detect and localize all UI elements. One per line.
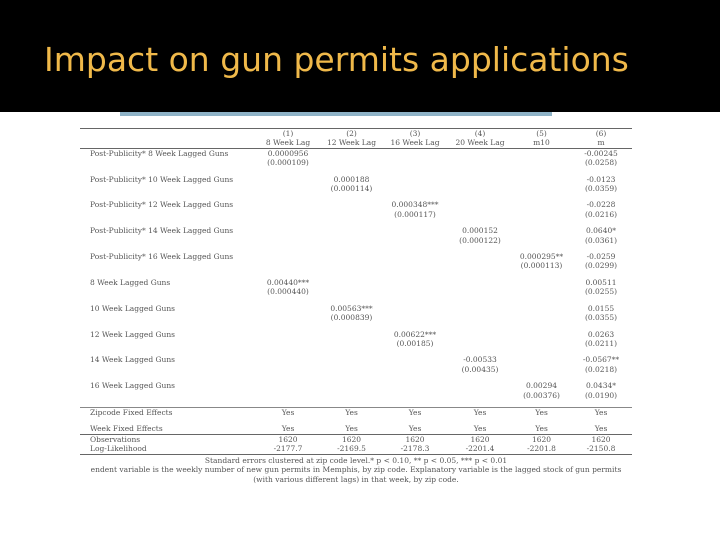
table-cell: 1620 [256,434,320,444]
table-row-se [80,339,632,348]
table-cell: Yes [256,407,320,417]
table-cell: 1620 [383,434,447,444]
notes-line: Standard errors clustered at zip code level.* p < 0.10, ** p < 0.05, *** p < 0.01 [204,456,508,465]
std-error-cell: (0.00435) [461,364,499,374]
coefficient-cell [320,226,383,235]
coefficient-cell [383,148,447,158]
std-error-cell: (0.000113) [520,261,563,271]
table-row-se [80,365,632,374]
coefficient-cell [383,252,447,261]
coefficient-cell [320,330,383,339]
coefficient-cell [256,381,320,390]
std-error-cell [513,287,570,296]
std-error-cell [383,158,447,167]
std-error-cell [447,210,513,219]
spacer-row [80,168,632,175]
coefficient-cell [383,304,447,313]
table-row [80,148,632,158]
std-error-cell: (0.00376) [523,390,560,400]
row-label: Post-Publicity* 14 Week Lagged Guns [90,226,234,236]
table-row [80,424,632,434]
std-error-cell: (0.0211) [584,338,618,348]
coefficient-cell [447,175,513,184]
row-label-empty [80,339,256,348]
spacer-row [80,323,632,330]
std-error-cell: (0.0299) [584,261,618,271]
std-error-cell [447,261,513,270]
coefficient-cell: 0.0640* [586,226,616,236]
table-row-se [80,210,632,219]
std-error-cell: (0.000114) [330,184,373,194]
coefficient-cell [447,381,513,390]
row-label: Observations [80,434,256,444]
table-row-se [80,313,632,322]
table-row [80,252,632,261]
coefficient-cell [447,304,513,313]
coefficient-cell [447,148,513,158]
row-label: Log-Likelihood [80,444,256,454]
row-label-empty [80,313,256,322]
coefficient-cell [513,200,570,209]
slide-title: Impact on gun permits applications [44,40,629,79]
header-corner [80,129,256,139]
coefficient-cell: 0.00511 [585,277,617,287]
coefficient-cell: 0.00622*** [393,329,437,339]
coefficient-cell: -0.0123 [586,174,616,184]
std-error-cell [320,339,383,348]
coefficient-cell: 0.0434* [586,381,616,391]
table-cell: -2178.3 [383,444,447,454]
row-label-empty [80,287,256,296]
table-cell: -2201.8 [513,444,570,454]
table-row [80,444,632,454]
table-cell: 1620 [447,434,513,444]
std-error-cell [320,287,383,296]
std-error-cell [383,391,447,400]
table-row [80,330,632,339]
std-error-cell [256,313,320,322]
table-cell: Yes [513,407,570,417]
column-number: (3) [383,129,447,139]
coefficient-cell [383,226,447,235]
row-label-empty [80,236,256,245]
coefficient-cell [447,252,513,261]
row-label: Post-Publicity* 10 Week Lagged Guns [90,174,234,184]
std-error-cell: (0.0216) [584,209,618,219]
coefficient-cell: 0.00440*** [266,277,310,287]
coefficient-cell: 0.00563*** [330,303,373,313]
std-error-cell: (0.000117) [394,209,436,219]
coefficient-cell [513,175,570,184]
coefficient-cell [447,330,513,339]
row-label: 10 Week Lagged Guns [90,303,176,313]
std-error-cell: (0.000122) [459,235,501,245]
title-bar [0,0,720,112]
std-error-cell [320,391,383,400]
row-label: 16 Week Lagged Guns [90,381,176,391]
coefficient-cell [256,175,320,184]
table-cell: Yes [320,407,383,417]
coefficient-cell [383,381,447,390]
table-cell: Yes [345,424,358,434]
row-label: Post-Publicity* 16 Week Lagged Guns [90,252,234,262]
table-cell: Yes [570,407,632,417]
column-number: (5) [513,129,570,139]
header-row-labels [80,138,632,148]
coefficient-cell: -0.0228 [586,200,616,210]
row-label: Post-Publicity* 12 Week Lagged Guns [90,200,234,210]
column-label: 12 Week Lag [320,138,383,148]
coefficient-cell [256,330,320,339]
table-row-se [80,391,632,400]
table-row [80,434,632,444]
std-error-cell [447,158,513,167]
coefficient-cell: 0.000188 [333,174,370,184]
coefficient-cell: 0.0263 [587,329,615,339]
std-error-cell [513,365,570,374]
std-error-cell: (0.00185) [396,338,434,348]
std-error-cell [256,210,320,219]
coefficient-cell [513,226,570,235]
table-cell: -2201.4 [447,444,513,454]
std-error-cell [513,210,570,219]
coefficient-cell [256,252,320,261]
coefficient-cell: -0.0259 [586,252,616,262]
std-error-cell [513,184,570,193]
std-error-cell [320,236,383,245]
std-error-cell: (0.0355) [584,313,618,323]
column-label: 20 Week Lag [447,138,513,148]
table-row-se [80,236,632,245]
std-error-cell: (0.000839) [330,313,373,323]
column-label: 8 Week Lag [256,138,320,148]
row-label-empty [80,158,256,167]
header-corner [80,138,256,148]
coefficient-cell [383,278,447,287]
table-cell: -2177.7 [256,444,320,454]
std-error-cell [513,339,570,348]
std-error-cell: (0.000440) [267,287,309,297]
column-label: m10 [513,138,570,148]
row-label-empty [80,261,256,270]
coefficient-cell [383,355,447,364]
coefficient-cell: -0.00245 [584,148,618,158]
table-row-se [80,261,632,270]
table-cell: 1620 [570,434,632,444]
column-number: (6) [570,129,632,139]
coefficient-cell [513,355,570,364]
coefficient-rows [80,148,632,400]
coefficient-cell: 0.0000956 [267,148,309,158]
column-number: (2) [320,129,383,139]
spacer-row [80,297,632,304]
spacer-row [80,348,632,355]
spacer-row [80,374,632,381]
std-error-cell [256,236,320,245]
regression-table [80,128,632,455]
std-error-cell [320,261,383,270]
std-error-cell [256,365,320,374]
coefficient-cell [256,355,320,364]
accent-divider [120,112,552,116]
coefficient-cell: 0.000152 [462,226,498,236]
row-label-empty [80,391,256,400]
coefficient-cell: 0.000295** [519,252,564,262]
column-number: (1) [256,129,320,139]
row-label: Post-Publicity* 8 Week Lagged Guns [90,148,229,158]
coefficient-cell [447,278,513,287]
std-error-cell [320,210,383,219]
spacer-row [80,219,632,226]
table-cell: Yes [383,407,447,417]
table-row-se [80,184,632,193]
row-label: 14 Week Lagged Guns [90,355,176,365]
coefficient-cell [320,148,383,158]
coefficient-cell [513,330,570,339]
std-error-cell [447,184,513,193]
table-cell: Yes [408,424,422,434]
row-label: 12 Week Lagged Guns [90,329,176,339]
coefficient-cell: -0.00533 [463,355,497,365]
std-error-cell [447,391,513,400]
table-notes [80,456,632,484]
std-error-cell [383,236,447,245]
coefficient-cell [513,278,570,287]
header-row-numbers [80,129,632,139]
coefficient-cell: -0.0567** [582,355,620,365]
table-row [80,278,632,287]
std-error-cell: (0.0255) [584,287,618,297]
spacer-row [80,400,632,408]
std-error-cell: (0.0218) [584,364,618,374]
coefficient-cell: 0.00294 [525,381,557,391]
std-error-cell [383,287,447,296]
coefficient-cell: 0.0155 [587,303,615,313]
std-error-cell [256,339,320,348]
std-error-cell [513,236,570,245]
row-label-empty [80,210,256,219]
coefficient-cell [513,148,570,158]
std-error-cell [320,365,383,374]
row-label: Zipcode Fixed Effects [80,407,256,417]
coefficient-cell: 0.000348*** [391,200,439,210]
summary-rows [80,400,632,454]
std-error-cell [513,158,570,167]
column-label: 16 Week Lag [383,138,447,148]
coefficient-cell [513,304,570,313]
spacer-row [80,271,632,278]
std-error-cell [383,184,447,193]
table-cell: 1620 [320,434,383,444]
coefficient-cell [320,200,383,209]
table-cell: -2150.8 [570,444,632,454]
table-row [80,381,632,390]
coefficient-cell [320,278,383,287]
column-number: (4) [447,129,513,139]
notes-line: endent variable is the weekly number of new gun permits in Memphis, by zip code. Explanatory variable is the lagged stock of gun permits [90,465,622,475]
std-error-cell [383,313,447,322]
std-error-cell: (0.0190) [584,390,618,400]
row-label-empty [80,365,256,374]
table-row [80,175,632,184]
coefficient-cell [320,252,383,261]
std-error-cell [383,365,447,374]
std-error-cell [320,158,383,167]
coefficient-cell [447,200,513,209]
table-row [80,304,632,313]
table-row [80,200,632,209]
spacer-row [80,417,632,424]
notes-line: (with various different lags) in that week, by zip code. [253,474,459,484]
std-error-cell: (0.0258) [584,158,618,168]
std-error-cell [447,313,513,322]
std-error-cell: (0.0359) [584,184,618,194]
table-cell: Yes [447,407,513,417]
table-cell: -2169.5 [320,444,383,454]
std-error-cell [447,339,513,348]
coefficient-cell [256,200,320,209]
table-row [80,226,632,235]
row-label-empty [80,184,256,193]
table-row-se [80,158,632,167]
row-label: Week Fixed Effects [90,424,163,434]
std-error-cell [447,287,513,296]
table-row [80,355,632,364]
row-label: 8 Week Lagged Guns [90,277,171,287]
coefficient-cell [320,381,383,390]
std-error-cell [383,261,447,270]
std-error-cell [256,391,320,400]
table-cell: Yes [281,424,295,434]
spacer-row [80,193,632,200]
std-error-cell: (0.0361) [584,235,618,245]
coefficient-cell [256,304,320,313]
spacer-row [80,245,632,252]
coefficient-cell [383,175,447,184]
table-cell: 1620 [513,434,570,444]
coefficient-cell [320,355,383,364]
table-cell: Yes [535,424,548,434]
std-error-cell [513,313,570,322]
coefficient-cell [256,226,320,235]
table-row-se [80,287,632,296]
std-error-cell [256,184,320,193]
column-label: m [570,138,632,148]
table-cell: Yes [594,424,608,434]
table-row [80,407,632,417]
std-error-cell [256,261,320,270]
std-error-cell: (0.000109) [267,158,309,168]
table-cell: Yes [473,424,487,434]
